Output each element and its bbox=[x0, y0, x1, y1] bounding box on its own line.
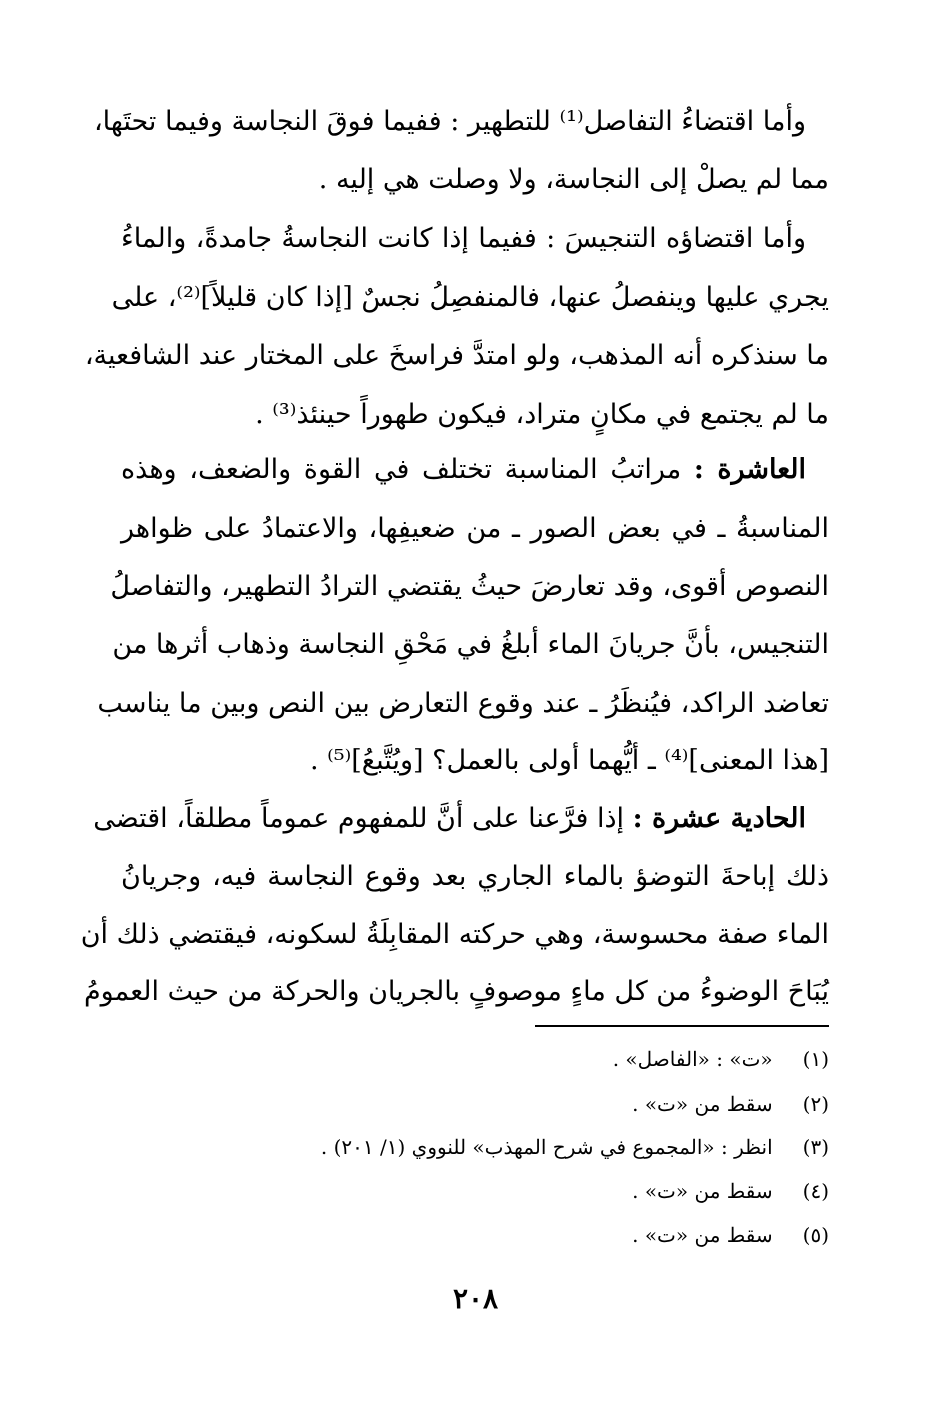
footnote bbox=[129, 1174, 829, 1208]
text-line: ما سنذكره أنه المذهب، ولو امتدَّ فراسخَ على المختار عند الشافعية، bbox=[84, 340, 829, 371]
text-line: التنجيس، بأنَّ جريانَ الماء أبلغُ في مَحْقِ النجاسة وذهاب أثرها من bbox=[112, 629, 829, 660]
text-line: الماء صفة محسوسة، وهي حركته المقابِلَةُ لسكونه، فيقتضي ذلك أن bbox=[80, 919, 829, 950]
text-span: مراتبُ المناسبة تختلف في القوة والضعف، وهذه bbox=[121, 454, 682, 485]
text-line: المناسبةُ ـ في بعض الصور ـ من ضعيفِها، والاعتمادُ على ظواهر bbox=[121, 513, 829, 544]
footnote-text: سقط من «ت» . bbox=[632, 1179, 773, 1203]
text-line: وأما اقتضاءُ التفاصل⁽¹⁾ للتطهير : ففيما فوقَ النجاسة وفيما تحتَها، bbox=[93, 106, 806, 137]
text-line: ما لم يجتمع في مكانٍ متراد، فيكون طهوراً حينئذ⁽³⁾ . bbox=[255, 399, 829, 430]
text-line bbox=[121, 440, 806, 500]
text-line: وأما اقتضاؤه التنجيسَ : ففيما إذا كانت النجاسةُ جامدةً، والماءُ bbox=[121, 223, 806, 254]
page-number: ٢٠٨ bbox=[452, 1282, 499, 1315]
footnote-number: (٤) bbox=[802, 1179, 829, 1203]
text-line: مما لم يصلْ إلى النجاسة، ولا وصلت هي إليه . bbox=[318, 164, 829, 195]
footnote bbox=[129, 1130, 829, 1164]
text-line: تعاضد الراكد، فيُنظَرُ ـ عند وقوع التعارض بين النص وبين ما يناسب bbox=[97, 688, 829, 719]
text-line bbox=[93, 789, 806, 849]
footnote-number: (٥) bbox=[802, 1223, 829, 1247]
footnote bbox=[129, 1042, 829, 1076]
footnote-number: (١) bbox=[802, 1047, 829, 1071]
footnote bbox=[129, 1218, 829, 1252]
text-span: إذا فرَّعنا على أنَّ للمفهوم عموماً مطلقاً، اقتضى bbox=[93, 803, 624, 834]
footnote-number: (٢) bbox=[802, 1092, 829, 1116]
footnote-text: سقط من «ت» . bbox=[632, 1092, 773, 1116]
section-heading-eleventh: الحادية عشرة : bbox=[632, 803, 806, 834]
footnote-separator bbox=[535, 1025, 829, 1027]
text-line: النصوص أقوى، وقد تعارضَ حيثُ يقتضي الترادُ التطهير، والتفاصلُ bbox=[110, 571, 829, 602]
footnote-text: انظر : «المجموع في شرح المهذب» للنووي (١/ ٢٠١) . bbox=[320, 1135, 773, 1159]
footnote-number: (٣) bbox=[802, 1135, 829, 1159]
footnote-text: سقط من «ت» . bbox=[632, 1223, 773, 1247]
footnote bbox=[129, 1087, 829, 1121]
text-line: يُبَاحَ الوضوءُ من كل ماءٍ موصوفٍ بالجريان والحركة من حيث العمومُ bbox=[83, 976, 829, 1007]
text-line: [هذا المعنى]⁽⁴⁾ ـ أيُّهما أولى بالعمل؟ [ويُتَّبعُ]⁽⁵⁾ . bbox=[310, 745, 829, 776]
text-line: يجري عليها وينفصلُ عنها، فالمنفصِلُ نجسٌ [إذا كان قليلاً]⁽²⁾، على bbox=[111, 282, 829, 313]
footnote-text: «ت» : «الفاصل» . bbox=[612, 1047, 773, 1071]
section-heading-tenth: العاشرة : bbox=[693, 454, 806, 485]
text-line: ذلك إباحةَ التوضؤ بالماء الجاري بعد وقوع النجاسة فيه، وجريانُ bbox=[121, 861, 829, 892]
